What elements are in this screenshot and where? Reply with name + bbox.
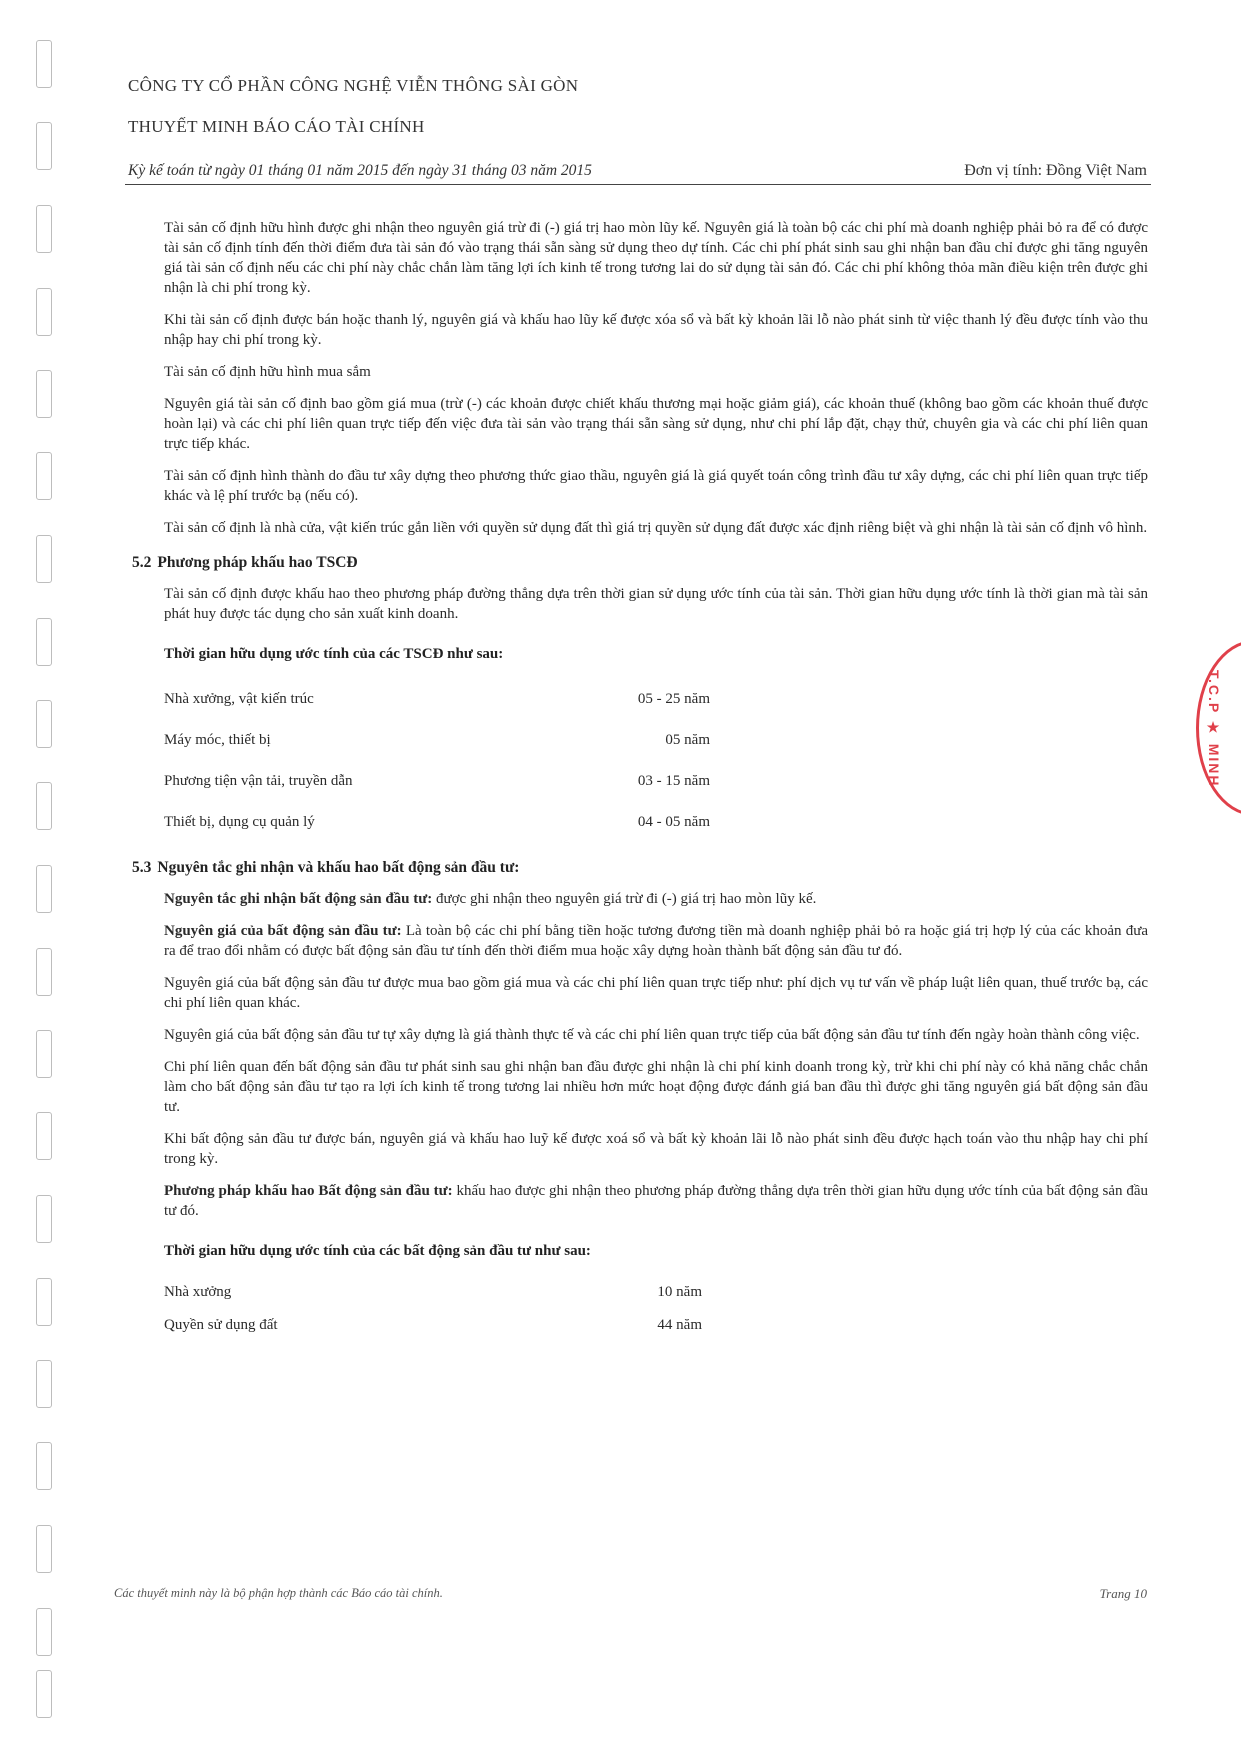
binding-hole (36, 948, 52, 996)
binding-hole (36, 1360, 52, 1408)
asset-class: Phương tiện vận tải, truyền dẫn (164, 773, 353, 789)
binding-hole (36, 865, 52, 913)
useful-life-table (164, 679, 710, 843)
paragraph-text: được ghi nhận theo nguyên giá trừ đi (-) giá trị hao mòn lũy kế. (432, 891, 817, 907)
paragraph-subtitle: Tài sản cố định hữu hình mua sắm (164, 364, 371, 380)
binding-holes (36, 30, 60, 1730)
document-body (128, 218, 1148, 1352)
paragraph (164, 1181, 1148, 1221)
asset-class: Nhà xưởng (164, 1284, 232, 1300)
binding-hole (36, 1670, 52, 1718)
paragraph: Khi bất động sản đầu tư được bán, nguyên giá và khấu hao luỹ kế được xoá sổ và bất kỳ khoản lãi lỗ nào phát sinh đều được hạch toán vào thu nhập hay chi phí trong kỳ. (164, 1131, 1148, 1167)
binding-hole (36, 288, 52, 336)
asset-class: Quyền sử dụng đất (164, 1317, 278, 1333)
paragraph: Nguyên giá của bất động sản đầu tư tự xây dựng là giá thành thực tế và các chi phí liên quan trực tiếp của bất động sản đầu tư tính đến ngày hoàn thành công việc. (164, 1027, 1140, 1043)
binding-hole (36, 1608, 52, 1656)
footer-note: Các thuyết minh này là bộ phận hợp thành các Báo cáo tài chính. (114, 1586, 443, 1600)
paragraph-lead: Nguyên tắc ghi nhận bất động sản đầu tư: (164, 891, 433, 907)
binding-hole (36, 1442, 52, 1490)
useful-life: 05 năm (665, 732, 710, 748)
paragraph: Tài sản cố định được khấu hao theo phương pháp đường thẳng dựa trên thời gian sử dụng ước tính của tài sản. Thời gian hữu dụng ước tính là thời gian mà tài sản phát huy được tác dụng cho sản xuất kinh doanh. (164, 586, 1148, 622)
paragraph: Khi tài sản cố định được bán hoặc thanh lý, nguyên giá và khấu hao lũy kế được xóa sổ và bất kỳ khoản lãi lỗ nào phát sinh từ việc thanh lý đều được tính vào thu nhập hay chi phí trong kỳ. (164, 312, 1148, 348)
binding-hole (36, 452, 52, 500)
useful-life: 05 - 25 năm (637, 691, 710, 707)
paragraph (164, 889, 1148, 909)
useful-life: 04 - 05 năm (637, 814, 710, 830)
table-row (164, 761, 710, 802)
section-heading-5-2 (132, 554, 1148, 572)
paragraph: Tài sản cố định hữu hình được ghi nhận theo nguyên giá trừ đi (-) giá trị hao mòn lũy kế. Nguyên giá là toàn bộ các chi phí mà doanh nghiệp phải bỏ ra để có được tài sản cố định tính đến thời điểm đưa tài sản đó vào trạng thái sẵn sàng sử dụng theo dự tính. Các chi phí phát sinh sau ghi nhận ban đầu chỉ được ghi tăng nguyên giá tài sản cố định nếu các chi phí này chắc chắn làm tăng lợi ích kinh tế trong tương lai do sử dụng tài sản đó. Các chi phí không thỏa mãn điều kiện trên được ghi nhận là chi phí trong kỳ. (164, 220, 1148, 296)
paragraph-text: Là toàn bộ các chi phí bằng tiền hoặc tương đương tiền mà doanh nghiệp phải bỏ ra hoặc giá trị hợp lý của các khoản đưa ra để trao đổi nhằm có được bất động sản đầu tư tính đến thời điểm mua hoặc xây dựng hoàn thành bất động sản đầu tư đó. (164, 923, 1148, 959)
table-row (164, 1276, 702, 1309)
paragraph: Nguyên giá của bất động sản đầu tư được mua bao gồm giá mua và các chi phí liên quan trực tiếp như: phí dịch vụ tư vấn về pháp luật liên quan, thuế trước bạ, các chi phí liên quan khác. (164, 975, 1148, 1011)
table-row (164, 679, 710, 720)
binding-hole (36, 782, 52, 830)
paragraph: Chi phí liên quan đến bất động sản đầu tư phát sinh sau ghi nhận ban đầu được ghi nhận là chi phí kinh doanh trong kỳ, trừ khi chi phí này có khả năng chắc chắn làm cho bất động sản đầu tư tạo ra lợi ích kinh tế trong tương lai nhiều hơn mức hoạt động được đánh giá ban đầu thì được ghi tăng nguyên giá bất động sản đầu tư. (164, 1059, 1148, 1115)
asset-class: Máy móc, thiết bị (164, 732, 271, 748)
binding-hole (36, 1030, 52, 1078)
section-title: Nguyên tắc ghi nhận và khấu hao bất động sản đầu tư: (157, 859, 520, 876)
asset-class: Thiết bị, dụng cụ quản lý (164, 814, 315, 830)
binding-hole (36, 122, 52, 170)
binding-hole (36, 618, 52, 666)
currency-unit: Đơn vị tính: Đồng Việt Nam (964, 162, 1147, 179)
binding-hole (36, 370, 52, 418)
paragraph-lead: Phương pháp khấu hao Bất động sản đầu tư: (164, 1183, 453, 1199)
binding-hole (36, 1195, 52, 1243)
section-number: 5.2 (132, 554, 152, 571)
asset-class: Nhà xưởng, vật kiến trúc (164, 691, 314, 707)
section-heading-5-3 (132, 859, 1148, 877)
useful-life: 10 năm (657, 1284, 702, 1300)
table-row (164, 720, 710, 761)
paragraph-text: khấu hao được ghi nhận theo phương pháp đường thẳng dựa trên thời gian hữu dụng ước tính của bất động sản đầu tư đó. (164, 1183, 1148, 1219)
binding-hole (36, 1112, 52, 1160)
paragraph (164, 921, 1148, 961)
company-name: CÔNG TY CỔ PHẦN CÔNG NGHỆ VIỄN THÔNG SÀI GÒN (128, 76, 579, 95)
binding-hole (36, 700, 52, 748)
investment-property-life-table (164, 1276, 702, 1342)
paragraph-lead: Nguyên giá của bất động sản đầu tư: (164, 923, 402, 939)
section-number: 5.3 (132, 859, 152, 876)
paragraph: Tài sản cố định là nhà cửa, vật kiến trúc gắn liền với quyền sử dụng đất thì giá trị quyền sử dụng đất được xác định riêng biệt và ghi nhận là tài sản cố định vô hình. (164, 520, 1148, 536)
binding-hole (36, 1278, 52, 1326)
paragraph: Nguyên giá tài sản cố định bao gồm giá mua (trừ (-) các khoản được chiết khấu thương mại hoặc giảm giá), các khoản thuế (không bao gồm các khoản thuế được hoàn lại) và các chi phí liên quan trực tiếp đến việc đưa tài sản vào trạng thái sẵn sàng sử dụng, như chi phí lắp đặt, chạy thử, chuyên gia và các chi phí liên quan trực tiếp khác. (164, 396, 1148, 452)
useful-life: 44 năm (657, 1317, 702, 1333)
table-row (164, 802, 710, 843)
paragraph: Tài sản cố định hình thành do đầu tư xây dựng theo phương thức giao thầu, nguyên giá là giá quyết toán công trình đầu tư xây dựng, các chi phí liên quan trực tiếp khác và lệ phí trước bạ (nếu có). (164, 468, 1148, 504)
report-title: THUYẾT MINH BÁO CÁO TÀI CHÍNH (128, 117, 425, 136)
investment-property-life-title: Thời gian hữu dụng ước tính của các bất động sản đầu tư như sau: (164, 1243, 591, 1259)
section-title: Phương pháp khấu hao TSCĐ (157, 554, 358, 571)
binding-hole (36, 40, 52, 88)
header-divider (125, 184, 1151, 185)
page-number: Trang 10 (1099, 1586, 1147, 1601)
table-row (164, 1309, 702, 1342)
report-period: Kỳ kế toán từ ngày 01 tháng 01 năm 2015 đến ngày 31 tháng 03 năm 2015 (128, 162, 592, 179)
binding-hole (36, 205, 52, 253)
useful-life-table-title: Thời gian hữu dụng ước tính của các TSCĐ như sau: (164, 646, 504, 662)
binding-hole (36, 1525, 52, 1573)
company-seal-text: T.C.P ★ MINH (1206, 670, 1222, 788)
binding-hole (36, 535, 52, 583)
useful-life: 03 - 15 năm (637, 773, 710, 789)
